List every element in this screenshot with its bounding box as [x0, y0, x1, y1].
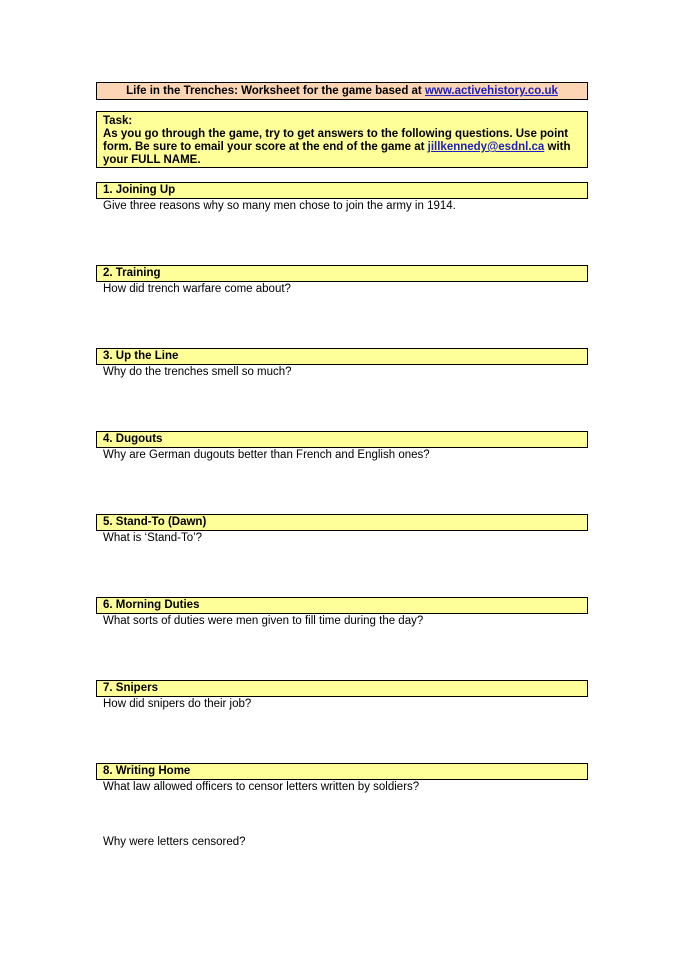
question-text: Give three reasons why so many men chose to join the army in 1914. — [103, 200, 456, 212]
section-header: 5. Stand-To (Dawn) — [96, 514, 588, 531]
task-text: As you go through the game, try to get answers to the following questions. Use point form. Be sure to email your score at the end of the game at — [103, 128, 569, 153]
section-joining-up — [96, 182, 588, 213]
section-up-the-line — [96, 348, 588, 379]
section-writing-home — [96, 763, 588, 848]
question-text: Why are German dugouts better than French and English ones? — [103, 449, 430, 461]
task-instructions — [103, 128, 581, 167]
section-stand-to — [96, 514, 588, 545]
section-header: 6. Morning Duties — [96, 597, 588, 614]
question-text: What is ‘Stand-To’? — [103, 532, 203, 544]
section-snipers — [96, 680, 588, 711]
section-training — [96, 265, 588, 296]
task-box — [96, 111, 588, 168]
question-text: What sorts of duties were men given to fill time during the day? — [103, 615, 424, 627]
section-header: 7. Snipers — [96, 680, 588, 697]
question-text-2: Why were letters censored? — [103, 836, 246, 848]
section-header: 4. Dugouts — [96, 431, 588, 448]
question-text: Why do the trenches smell so much? — [103, 366, 292, 378]
worksheet-title — [96, 82, 588, 100]
email-link[interactable]: jillkennedy@esdnl.ca — [427, 141, 545, 153]
task-text-end: with your FULL NAME. — [103, 141, 571, 166]
section-header: 1. Joining Up — [96, 182, 588, 199]
question-text: How did trench warfare come about? — [103, 283, 291, 295]
section-morning-duties — [96, 597, 588, 628]
section-header: 3. Up the Line — [96, 348, 588, 365]
section-dugouts — [96, 431, 588, 462]
section-header: 2. Training — [96, 265, 588, 282]
section-header: 8. Writing Home — [96, 763, 588, 780]
worksheet-title-text: Life in the Trenches: Worksheet for the game based at — [126, 85, 425, 97]
question-text: How did snipers do their job? — [103, 698, 252, 710]
question-text: What law allowed officers to censor letters written by soldiers? — [103, 781, 420, 793]
task-label: Task: — [103, 115, 133, 127]
activehistory-link[interactable]: www.activehistory.co.uk — [424, 85, 558, 97]
